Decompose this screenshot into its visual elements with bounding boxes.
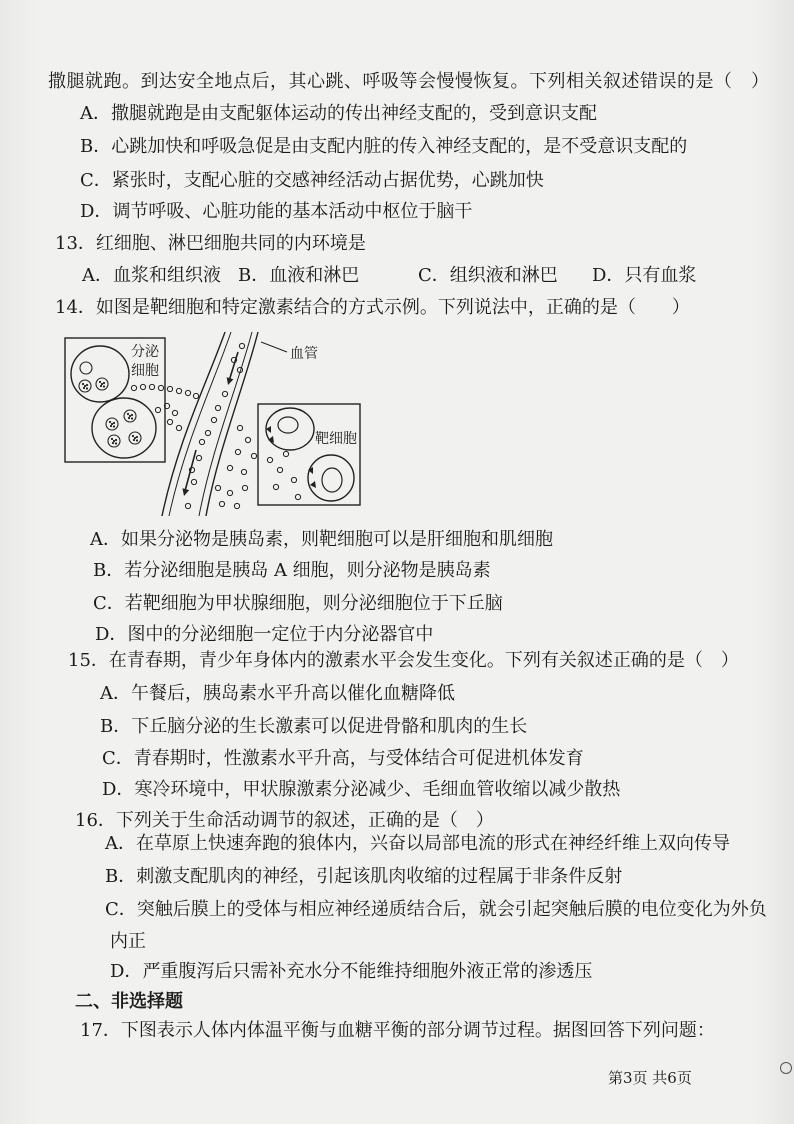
granule-content (136, 436, 138, 438)
granule-content (82, 383, 84, 385)
option-label: C． (80, 170, 112, 191)
granule-content (113, 425, 115, 427)
question-14-option-d (95, 623, 433, 647)
binding-hole-mark (780, 1062, 792, 1074)
question-13-stem (55, 232, 366, 256)
option-label: A． (80, 103, 111, 124)
option-label: D． (110, 961, 143, 982)
secretory-granule (108, 435, 120, 447)
granule-content (86, 387, 88, 389)
question-13-option-c (418, 264, 558, 288)
granule-content (115, 439, 117, 441)
hormone-molecule (149, 384, 154, 389)
granule-content (127, 413, 129, 415)
hormone-molecule (155, 407, 160, 412)
option-text: 图中的分泌细胞一定位于内分泌器官中 (127, 624, 434, 645)
granule-content (103, 385, 105, 387)
option-label: A． (90, 529, 121, 550)
target-tissue (258, 404, 360, 505)
option-text: 在草原上快速奔跑的狼体内，兴奋以局部电流的形式在神经纤维上双向传导 (136, 833, 730, 854)
target-cell-upper (266, 408, 314, 450)
target-cell-upper-nucleus (278, 417, 298, 433)
granule-content (131, 414, 133, 416)
hormone-molecule (227, 490, 232, 495)
option-text: 血液和淋巴 (269, 265, 360, 286)
blood-vessel-label: 血管 (290, 346, 318, 362)
granule-content (136, 439, 138, 441)
granule-content (113, 440, 115, 442)
hormone-molecule (222, 391, 227, 396)
blood-flow-arrowhead-upper (227, 377, 234, 385)
option-label: C． (93, 593, 125, 614)
hormone-molecule (267, 457, 272, 462)
hormone-molecule (227, 465, 232, 470)
granule-content (110, 425, 112, 427)
hormone-molecule (172, 410, 177, 415)
blood-vessel-wall-left-inner (169, 332, 231, 516)
option-label: D． (80, 201, 113, 222)
granule-content (113, 422, 115, 424)
granule-content (112, 442, 114, 444)
option-text: 撒腿就跑是由支配躯体运动的传出神经支配的，受到意识支配 (111, 103, 597, 124)
hormone-molecule (215, 485, 220, 490)
hormone-molecule (291, 477, 296, 482)
granule-content (132, 435, 134, 437)
hormone-molecule (191, 479, 196, 484)
hormone-molecule (131, 385, 136, 390)
hormone-molecule (295, 494, 300, 499)
question-15-stem (68, 649, 739, 673)
hormone-molecule (158, 385, 163, 390)
option-label: A． (105, 833, 136, 854)
question-number: 15． (68, 650, 109, 671)
option-text: 寒冷环境中，甲状腺激素分泌减少、毛细血管收缩以减少散热 (134, 779, 621, 800)
secretory-granule (80, 362, 92, 374)
hormone-molecule (239, 343, 244, 348)
secretory-granule (96, 378, 108, 390)
granule-content (129, 415, 131, 417)
option-label: D． (102, 779, 135, 800)
secretory-granule (106, 418, 118, 430)
question-13-option-b (238, 264, 359, 288)
hormone-molecule (235, 449, 240, 454)
hormone-molecule (251, 453, 256, 458)
hormone-molecule (167, 386, 172, 391)
option-text: 突触后膜上的受体与相应神经递质结合后，就会引起突触后膜的电位变化为外负 (136, 899, 767, 920)
question-stem-text: 在青春期，青少年身体内的激素水平会发生变化。下列有关叙述正确的是（ ） (108, 650, 739, 671)
question-16-option-d (110, 960, 592, 984)
question-15-option-d (102, 778, 620, 802)
hormone-molecule (176, 388, 181, 393)
secretory-cell-label-line-2: 细胞 (131, 363, 159, 379)
question-16-option-a (105, 832, 730, 856)
hormone-molecule (176, 425, 181, 430)
granule-content (100, 385, 102, 387)
section-heading-non-choice: 二、非选择题 (75, 991, 183, 1012)
question-12-option-c (80, 169, 544, 193)
option-text: 若靶细胞为甲状腺细胞，则分泌细胞位于下丘脑 (124, 593, 503, 614)
secretory-granule (124, 410, 136, 422)
target-tissue-frame (258, 404, 360, 505)
question-number: 14． (55, 297, 96, 318)
option-text: 午餐后，胰岛素水平升高以催化血糖降低 (131, 683, 455, 704)
option-label: B． (238, 265, 270, 286)
hormone-molecule (273, 484, 278, 489)
granule-content (99, 381, 101, 383)
secretory-cell-label-line-1: 分泌 (131, 344, 159, 360)
blood-flow-arrow-upper (229, 352, 238, 381)
granule-content (84, 385, 86, 387)
target-cell-lower (308, 455, 354, 501)
blood-flow-arrowhead-lower (182, 488, 189, 496)
question-16-stem (75, 809, 494, 833)
secretory-granule (129, 432, 141, 444)
question-12-stem-continued: 撒腿就跑。到达安全地点后，其心跳、呼吸等会慢慢恢复。下列相关叙述错误的是（ ） (48, 71, 770, 92)
option-label: C． (418, 265, 450, 286)
hormone-molecule (234, 503, 239, 508)
granule-content (131, 417, 133, 419)
option-text: 刺激支配肌肉的神经，引起该肌肉收缩的过程属于非条件反射 (136, 866, 623, 887)
granule-content (101, 383, 103, 385)
question-13-option-a (82, 264, 221, 288)
hormone-molecule (211, 417, 216, 422)
hormone-molecule (185, 503, 190, 508)
question-15-option-c (102, 747, 584, 771)
hormone-molecule (283, 451, 288, 456)
question-13-option-d (592, 264, 696, 288)
question-number: 17． (80, 1020, 121, 1041)
question-16-option-b (105, 865, 622, 889)
option-text: 若分泌细胞是胰岛 A 细胞，则分泌物是胰岛素 (124, 560, 491, 581)
option-text: 青春期时，性激素水平升高，与受体结合可促进机体发育 (133, 748, 584, 769)
hormone-target-cell-figure (58, 330, 368, 516)
option-label: D． (592, 265, 625, 286)
option-label: B． (93, 560, 125, 581)
option-text: 组织液和淋巴 (449, 265, 558, 286)
option-label: A． (82, 265, 113, 286)
hormone-molecule (193, 393, 198, 398)
option-text: 心跳加快和呼吸急促是由支配内脏的传入神经支配的，是不受意识支配的 (111, 136, 688, 157)
option-label: C． (105, 899, 137, 920)
hormone-molecule (245, 437, 250, 442)
option-text: 下丘脑分泌的生长激素可以促进骨骼和肌肉的生长 (131, 716, 528, 737)
option-label: A． (100, 683, 131, 704)
question-16-option-c-continuation: 内正 (110, 931, 146, 952)
option-text: 严重腹泻后只需补充水分不能维持细胞外液正常的渗透压 (142, 961, 593, 982)
granule-content (86, 384, 88, 386)
question-12-option-d (80, 200, 472, 224)
question-number: 16． (75, 810, 116, 831)
hormone-molecule (185, 390, 190, 395)
blood-vessel-leader-line (261, 342, 287, 352)
hormone-molecule (242, 485, 247, 490)
option-text: 血浆和组织液 (113, 265, 221, 286)
question-stem-text: 如图是靶细胞和特定激素结合的方式示例。下列说法中，正确的是（ ） (95, 297, 690, 318)
option-text: 调节呼吸、心脏功能的基本活动中枢位于脑干 (112, 201, 473, 222)
hormone-molecule (277, 467, 282, 472)
target-cell-label: 靶细胞 (315, 431, 357, 447)
page-number: 第3页 共6页 (608, 1069, 692, 1087)
question-stem-text: 下图表示人体内体温平衡与血糖平衡的部分调节过程。据图回答下列问题： (120, 1020, 715, 1041)
granule-membrane (80, 362, 92, 374)
hormone-molecule (199, 439, 204, 444)
question-12-option-a (80, 102, 597, 126)
granule-content (83, 387, 85, 389)
question-14-option-a (90, 528, 553, 552)
option-text: 只有血浆 (624, 265, 697, 286)
granule-content (103, 382, 105, 384)
hormone-molecule (196, 455, 201, 460)
blood-vessel-wall-right-inner (199, 332, 252, 516)
secretory-granule (79, 380, 91, 392)
granule-content (128, 417, 130, 419)
option-label: B． (105, 866, 137, 887)
question-stem-text: 下列关于生命活动调节的叙述，正确的是（ ） (115, 810, 494, 831)
question-stem-text: 红细胞、淋巴细胞共同的内环境是 (95, 233, 366, 254)
granule-content (111, 423, 113, 425)
question-14-stem (55, 296, 690, 320)
hormone-molecule (140, 384, 145, 389)
option-text: 紧张时，支配心脏的交感神经活动占据优势，心跳加快 (111, 170, 544, 191)
question-15-option-b (100, 715, 527, 739)
question-15-option-a (100, 682, 455, 706)
option-label: B． (80, 136, 112, 157)
target-cell-lower-nucleus (322, 468, 342, 492)
option-label: C． (102, 748, 134, 769)
granule-content (134, 437, 136, 439)
granule-content (115, 442, 117, 444)
question-16-option-c (105, 898, 767, 922)
receptor-marker (310, 481, 316, 488)
secretory-cell-lower (92, 398, 156, 458)
hormone-molecule (215, 405, 220, 410)
granule-content (133, 439, 135, 441)
hormone-molecule (241, 469, 246, 474)
blood-vessel (162, 332, 258, 516)
question-14-option-b (93, 559, 491, 583)
option-label: D． (95, 624, 128, 645)
secretory-cell-upper (71, 346, 129, 402)
question-12-option-b (80, 135, 687, 159)
question-17-stem (80, 1019, 715, 1043)
granule-content (111, 438, 113, 440)
question-number: 13． (55, 233, 96, 254)
question-14-option-c (93, 592, 503, 616)
option-label: B． (100, 716, 132, 737)
hormone-molecule (167, 419, 172, 424)
hormone-molecule (219, 501, 224, 506)
option-text: 如果分泌物是胰岛素，则靶细胞可以是肝细胞和肌细胞 (121, 529, 553, 550)
hormone-molecule (205, 430, 210, 435)
granule-content (109, 421, 111, 423)
hormone-molecule (237, 425, 242, 430)
